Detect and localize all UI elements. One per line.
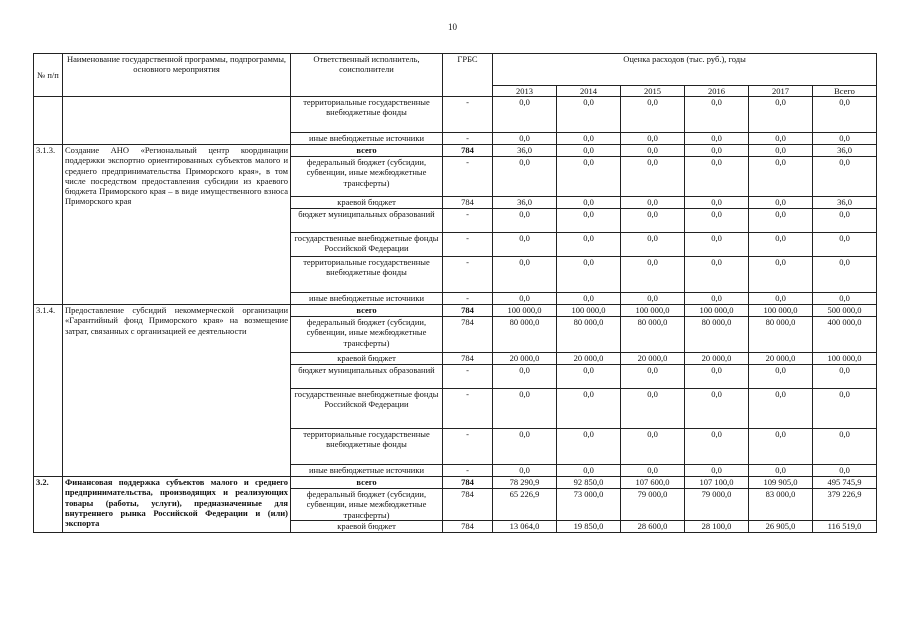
- value-total: 0,0: [813, 209, 877, 233]
- funding-source: федеральный бюджет (субсидии, субвенции, иные межбюджетные трансферты): [291, 489, 443, 521]
- value-total: 0,0: [813, 257, 877, 293]
- value-year-2013: 0,0: [493, 157, 557, 197]
- value-year-2013: 78 290,9: [493, 477, 557, 489]
- value-year-2017: 0,0: [749, 97, 813, 133]
- value-year-2016: 28 100,0: [685, 520, 749, 532]
- grbs-code: -: [443, 209, 493, 233]
- value-year-2013: 0,0: [493, 97, 557, 133]
- value-year-2014: 80 000,0: [557, 317, 621, 353]
- value-year-2014: 0,0: [557, 365, 621, 389]
- value-total: 0,0: [813, 97, 877, 133]
- value-total: 116 519,0: [813, 520, 877, 532]
- value-year-2016: 107 100,0: [685, 477, 749, 489]
- funding-source: всего: [291, 145, 443, 157]
- value-total: 500 000,0: [813, 305, 877, 317]
- value-year-2015: 80 000,0: [621, 317, 685, 353]
- value-year-2014: 0,0: [557, 465, 621, 477]
- value-year-2013: 0,0: [493, 233, 557, 257]
- value-year-2013: 36,0: [493, 145, 557, 157]
- grbs-code: -: [443, 465, 493, 477]
- row-number: [34, 97, 63, 145]
- value-year-2013: 0,0: [493, 209, 557, 233]
- funding-source: краевой бюджет: [291, 197, 443, 209]
- value-year-2017: 0,0: [749, 465, 813, 477]
- value-total: 100 000,0: [813, 353, 877, 365]
- value-year-2017: 0,0: [749, 257, 813, 293]
- budget-table: [33, 53, 877, 533]
- value-year-2013: 0,0: [493, 429, 557, 465]
- grbs-code: 784: [443, 477, 493, 489]
- value-year-2016: 0,0: [685, 209, 749, 233]
- row-number: 3.2.: [34, 477, 63, 533]
- header-grbs: ГРБС: [443, 54, 493, 97]
- grbs-code: 784: [443, 353, 493, 365]
- value-year-2014: 0,0: [557, 209, 621, 233]
- value-year-2013: 0,0: [493, 365, 557, 389]
- value-year-2016: 0,0: [685, 157, 749, 197]
- grbs-code: -: [443, 233, 493, 257]
- funding-source: бюджет муниципальных образований: [291, 209, 443, 233]
- value-year-2015: 0,0: [621, 209, 685, 233]
- header-executor: Ответственный исполнитель, соисполнители: [291, 54, 443, 97]
- value-year-2016: 80 000,0: [685, 317, 749, 353]
- funding-source: краевой бюджет: [291, 520, 443, 532]
- value-total: 0,0: [813, 429, 877, 465]
- value-year-2017: 0,0: [749, 209, 813, 233]
- table-body: [34, 97, 877, 533]
- value-year-2014: 100 000,0: [557, 305, 621, 317]
- table-row: [34, 305, 877, 317]
- value-total: 379 226,9: [813, 489, 877, 521]
- value-year-2015: 0,0: [621, 133, 685, 145]
- value-year-2015: 0,0: [621, 233, 685, 257]
- value-year-2016: 0,0: [685, 145, 749, 157]
- value-year-2016: 0,0: [685, 133, 749, 145]
- value-total: 0,0: [813, 389, 877, 429]
- value-total: 0,0: [813, 365, 877, 389]
- value-year-2014: 0,0: [557, 257, 621, 293]
- value-year-2017: 20 000,0: [749, 353, 813, 365]
- value-year-2014: 92 850,0: [557, 477, 621, 489]
- grbs-code: -: [443, 293, 493, 305]
- value-year-2017: 0,0: [749, 133, 813, 145]
- value-year-2015: 0,0: [621, 429, 685, 465]
- value-year-2014: 0,0: [557, 429, 621, 465]
- value-year-2017: 0,0: [749, 389, 813, 429]
- funding-source: территориальные государственные внебюджетные фонды: [291, 257, 443, 293]
- value-year-2016: 0,0: [685, 97, 749, 133]
- value-year-2014: 0,0: [557, 145, 621, 157]
- value-year-2015: 79 000,0: [621, 489, 685, 521]
- funding-source: всего: [291, 305, 443, 317]
- value-year-2013: 36,0: [493, 197, 557, 209]
- grbs-code: -: [443, 157, 493, 197]
- year-total: Всего: [813, 86, 877, 97]
- value-year-2013: 13 064,0: [493, 520, 557, 532]
- value-year-2016: 0,0: [685, 257, 749, 293]
- header-no: № п/п: [34, 54, 63, 97]
- header-costs: Оценка расходов (тыс. руб.), годы: [493, 54, 877, 86]
- grbs-code: 784: [443, 489, 493, 521]
- table-row: [34, 145, 877, 157]
- table-row: [34, 97, 877, 133]
- page-number: 10: [448, 22, 457, 32]
- value-year-2014: 0,0: [557, 97, 621, 133]
- value-year-2017: 0,0: [749, 197, 813, 209]
- value-total: 0,0: [813, 133, 877, 145]
- header-name: Наименование государственной программы, подпрограммы, основного мероприятия: [63, 54, 291, 97]
- grbs-code: 784: [443, 305, 493, 317]
- funding-source: бюджет муниципальных образований: [291, 365, 443, 389]
- grbs-code: 784: [443, 317, 493, 353]
- value-year-2013: 0,0: [493, 133, 557, 145]
- activity-name: Создание АНО «Региональный центр координации поддержки экспортно ориентированных субъектов малого и среднего предпринимательства Приморского края», в том числе посредством предоставления субсидии из краевого бюджета Приморского края – в виде имущественного взноса Приморского края: [63, 145, 291, 305]
- value-year-2017: 26 905,0: [749, 520, 813, 532]
- value-year-2017: 0,0: [749, 145, 813, 157]
- year-2014: 2014: [557, 86, 621, 97]
- value-year-2015: 0,0: [621, 257, 685, 293]
- value-year-2013: 0,0: [493, 465, 557, 477]
- value-year-2013: 100 000,0: [493, 305, 557, 317]
- funding-source: иные внебюджетные источники: [291, 465, 443, 477]
- value-year-2015: 107 600,0: [621, 477, 685, 489]
- funding-source: государственные внебюджетные фонды Российской Федерации: [291, 389, 443, 429]
- value-year-2014: 0,0: [557, 133, 621, 145]
- value-year-2015: 20 000,0: [621, 353, 685, 365]
- value-year-2016: 0,0: [685, 233, 749, 257]
- value-year-2014: 73 000,0: [557, 489, 621, 521]
- year-2015: 2015: [621, 86, 685, 97]
- value-year-2016: 0,0: [685, 429, 749, 465]
- value-year-2015: 0,0: [621, 389, 685, 429]
- value-total: 36,0: [813, 145, 877, 157]
- grbs-code: -: [443, 365, 493, 389]
- value-year-2015: 28 600,0: [621, 520, 685, 532]
- grbs-code: 784: [443, 145, 493, 157]
- value-year-2016: 0,0: [685, 197, 749, 209]
- value-year-2014: 20 000,0: [557, 353, 621, 365]
- value-year-2015: 0,0: [621, 465, 685, 477]
- value-year-2017: 109 905,0: [749, 477, 813, 489]
- value-year-2014: 0,0: [557, 233, 621, 257]
- value-year-2015: 0,0: [621, 157, 685, 197]
- value-year-2016: 79 000,0: [685, 489, 749, 521]
- funding-source: государственные внебюджетные фонды Российской Федерации: [291, 233, 443, 257]
- grbs-code: -: [443, 389, 493, 429]
- grbs-code: -: [443, 97, 493, 133]
- value-year-2014: 0,0: [557, 157, 621, 197]
- activity-name: [63, 97, 291, 145]
- value-year-2017: 80 000,0: [749, 317, 813, 353]
- value-year-2017: 0,0: [749, 365, 813, 389]
- value-year-2015: 0,0: [621, 145, 685, 157]
- value-year-2017: 100 000,0: [749, 305, 813, 317]
- value-year-2015: 100 000,0: [621, 305, 685, 317]
- year-2017: 2017: [749, 86, 813, 97]
- value-year-2016: 0,0: [685, 465, 749, 477]
- activity-name: Финансовая поддержка субъектов малого и среднего предпринимательства, производящих и реализующих товары (работы, услуги), предназначенные для внутреннего рынка Российской Федерации и (или) экспорта: [63, 477, 291, 533]
- row-number: 3.1.4.: [34, 305, 63, 477]
- value-total: 36,0: [813, 197, 877, 209]
- value-year-2013: 0,0: [493, 389, 557, 429]
- grbs-code: -: [443, 133, 493, 145]
- value-year-2016: 20 000,0: [685, 353, 749, 365]
- value-year-2014: 19 850,0: [557, 520, 621, 532]
- activity-name: Предоставление субсидий некоммерческой организации «Гарантийный фонд Приморского края» на возмещение затрат, связанных с организацией ее деятельности: [63, 305, 291, 477]
- value-year-2016: 100 000,0: [685, 305, 749, 317]
- funding-source: территориальные государственные внебюджетные фонды: [291, 97, 443, 133]
- grbs-code: -: [443, 257, 493, 293]
- value-total: 0,0: [813, 157, 877, 197]
- value-year-2017: 0,0: [749, 293, 813, 305]
- value-year-2016: 0,0: [685, 365, 749, 389]
- value-year-2014: 0,0: [557, 197, 621, 209]
- value-year-2014: 0,0: [557, 293, 621, 305]
- value-year-2013: 20 000,0: [493, 353, 557, 365]
- grbs-code: -: [443, 429, 493, 465]
- value-year-2013: 65 226,9: [493, 489, 557, 521]
- value-year-2017: 0,0: [749, 429, 813, 465]
- value-year-2017: 0,0: [749, 233, 813, 257]
- value-year-2016: 0,0: [685, 389, 749, 429]
- value-year-2015: 0,0: [621, 97, 685, 133]
- grbs-code: 784: [443, 520, 493, 532]
- funding-source: иные внебюджетные источники: [291, 133, 443, 145]
- funding-source: иные внебюджетные источники: [291, 293, 443, 305]
- year-2013: 2013: [493, 86, 557, 97]
- value-year-2015: 0,0: [621, 197, 685, 209]
- funding-source: федеральный бюджет (субсидии, субвенции, иные межбюджетные трансферты): [291, 157, 443, 197]
- funding-source: территориальные государственные внебюджетные фонды: [291, 429, 443, 465]
- value-total: 0,0: [813, 465, 877, 477]
- funding-source: краевой бюджет: [291, 353, 443, 365]
- value-year-2015: 0,0: [621, 365, 685, 389]
- row-number: 3.1.3.: [34, 145, 63, 305]
- funding-source: федеральный бюджет (субсидии, субвенции, иные межбюджетные трансферты): [291, 317, 443, 353]
- value-year-2017: 83 000,0: [749, 489, 813, 521]
- value-total: 0,0: [813, 233, 877, 257]
- value-year-2014: 0,0: [557, 389, 621, 429]
- value-year-2013: 80 000,0: [493, 317, 557, 353]
- value-year-2013: 0,0: [493, 257, 557, 293]
- table-row: [34, 477, 877, 489]
- value-year-2016: 0,0: [685, 293, 749, 305]
- value-year-2015: 0,0: [621, 293, 685, 305]
- grbs-code: 784: [443, 197, 493, 209]
- year-2016: 2016: [685, 86, 749, 97]
- value-year-2013: 0,0: [493, 293, 557, 305]
- funding-source: всего: [291, 477, 443, 489]
- value-year-2017: 0,0: [749, 157, 813, 197]
- value-total: 495 745,9: [813, 477, 877, 489]
- value-total: 400 000,0: [813, 317, 877, 353]
- value-total: 0,0: [813, 293, 877, 305]
